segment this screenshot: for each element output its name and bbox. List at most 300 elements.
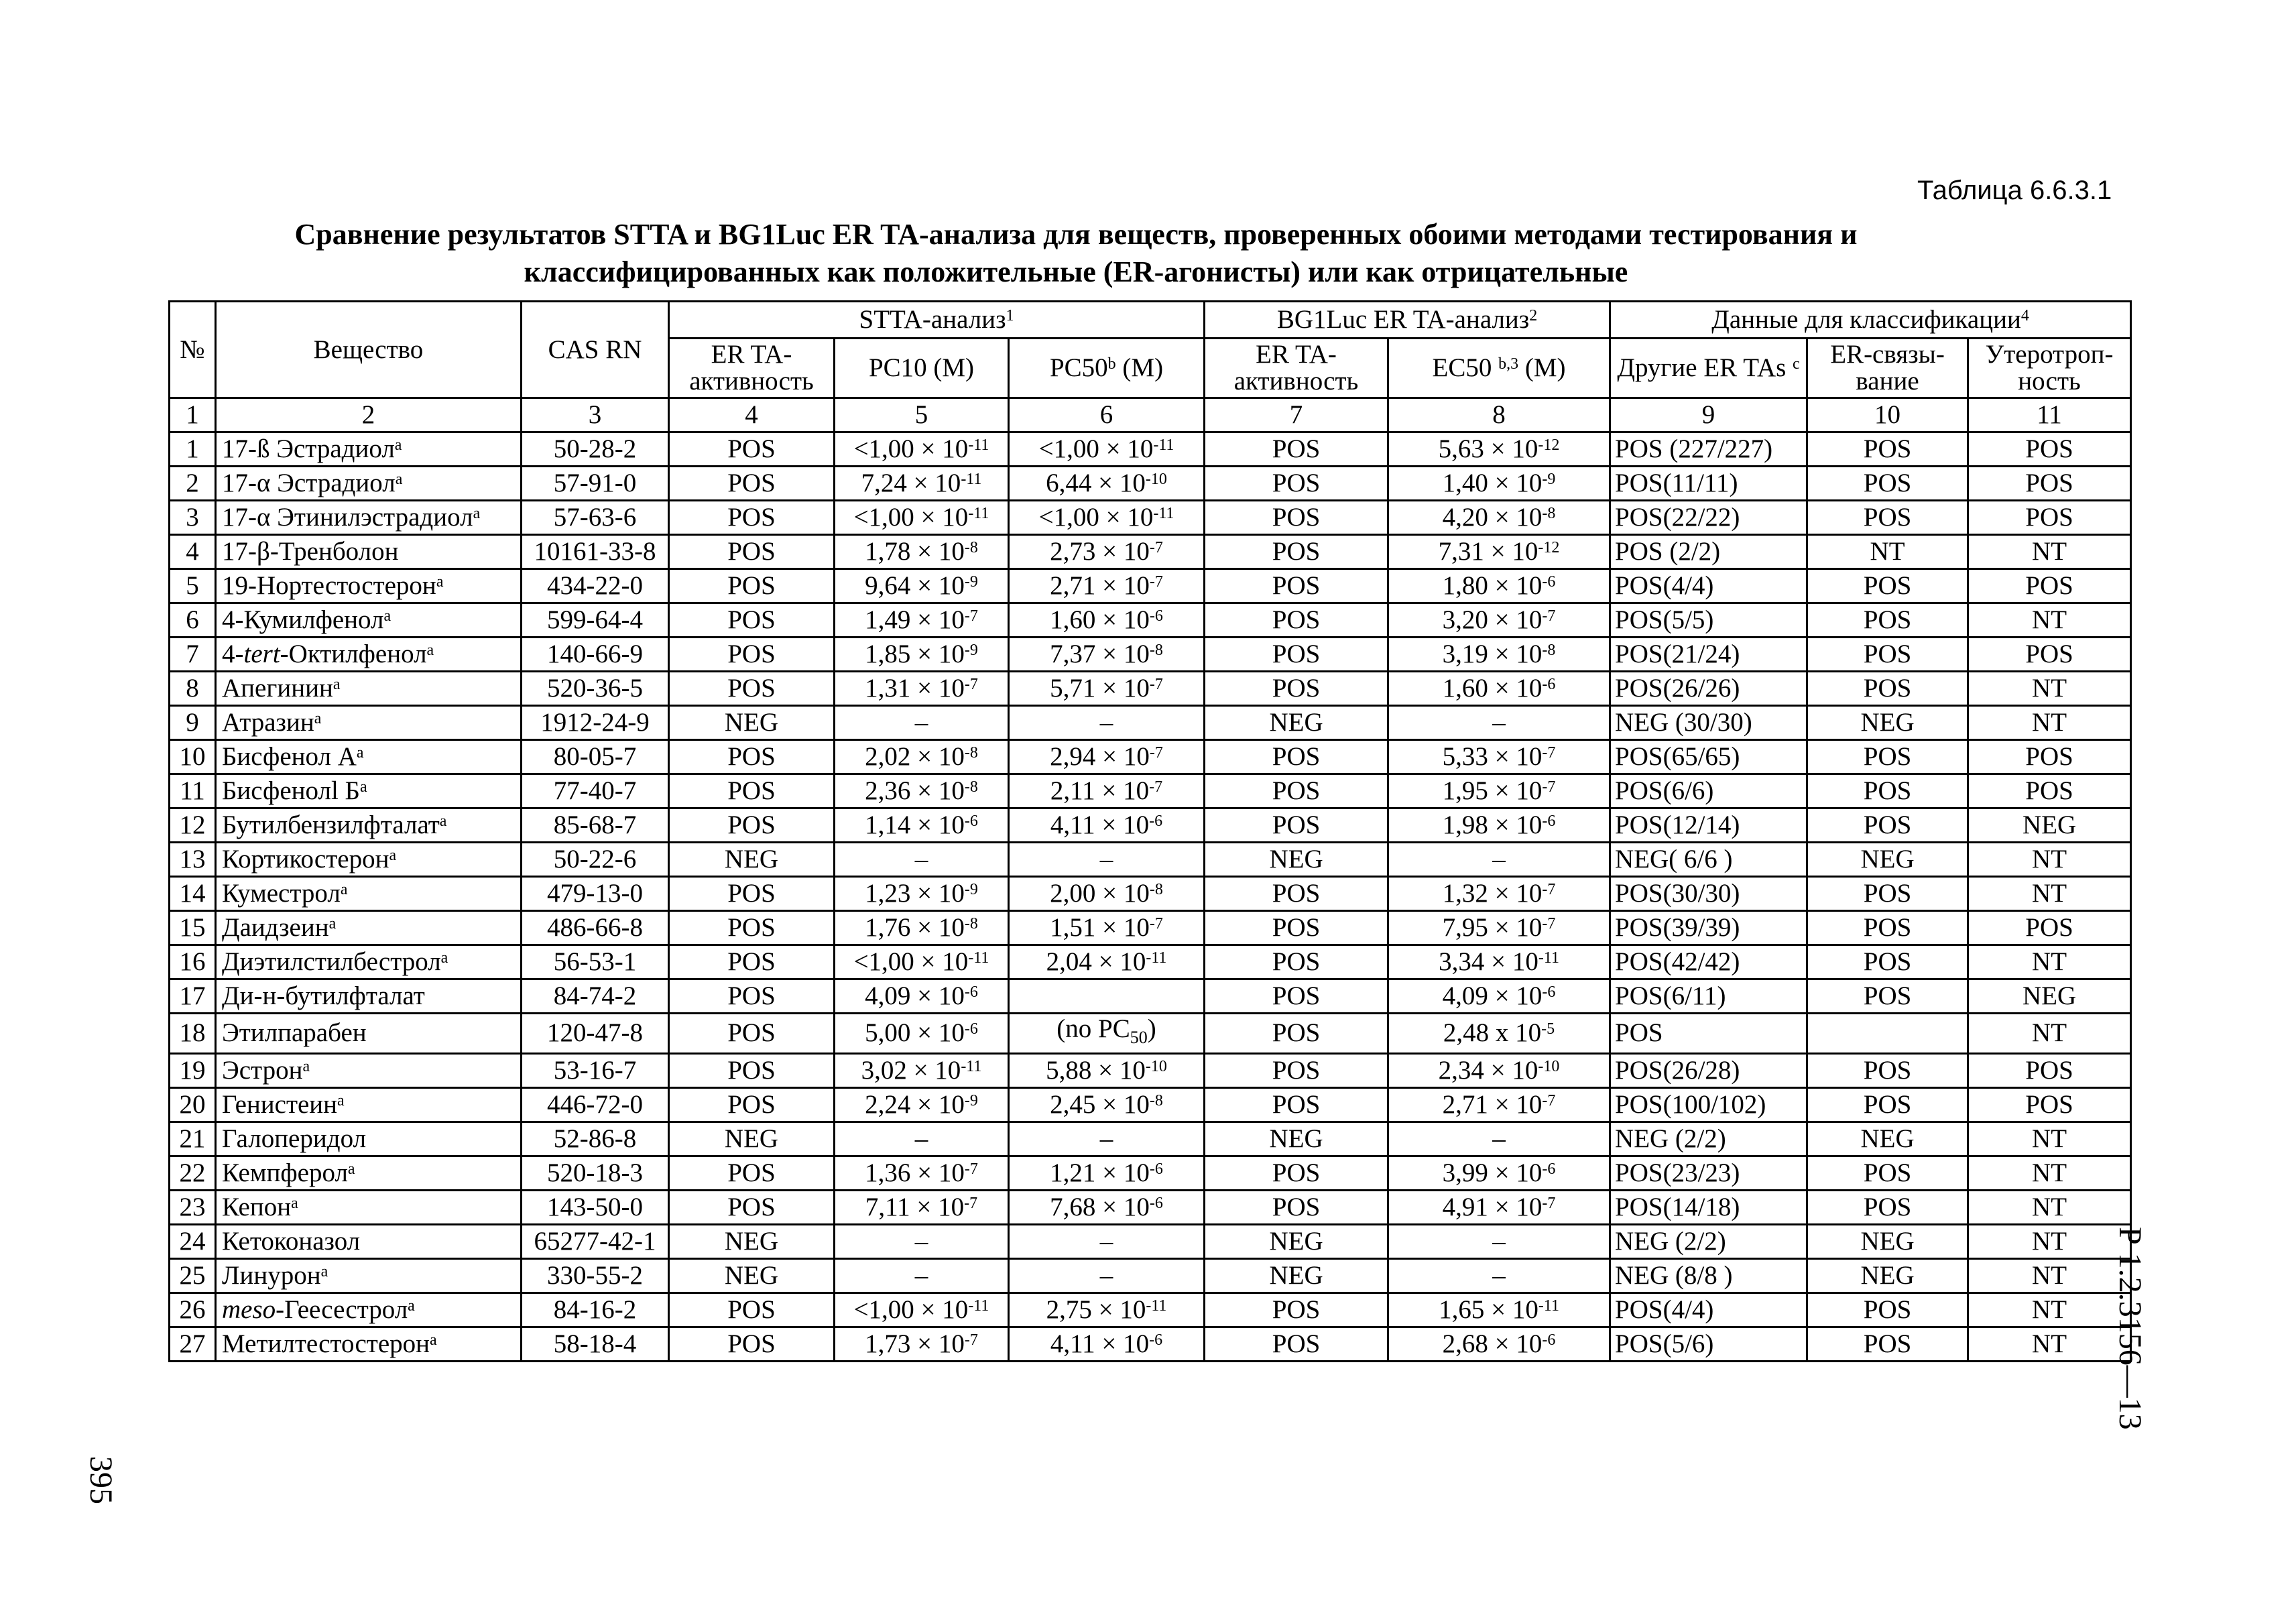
er-binding-result: POS (1807, 569, 1968, 603)
row-number: 18 (170, 1014, 216, 1054)
bg1-activity: POS (1205, 501, 1388, 535)
pc50-value: $6,44 \times 10^{-10}$ (1009, 467, 1205, 501)
table-row (170, 1293, 2131, 1327)
column-number-row (170, 398, 2131, 432)
ec50-value: – (1388, 1258, 1610, 1293)
header-class-group-label: Данные для классификации (1711, 305, 2021, 334)
table-row (170, 1258, 2131, 1293)
bg1-activity: POS (1205, 1327, 1388, 1361)
pc50-value: $2,73 \times 10^{-7}$ (1009, 535, 1205, 569)
pc50-value: $<1,00 \times 10^{-11}$ (1009, 432, 1205, 467)
ec50-value: $5,33 \times 10^{-7}$ (1388, 740, 1610, 774)
pc10-value: $2,02 \times 10^{-8}$ (835, 740, 1009, 774)
stta-activity: POS (669, 911, 835, 945)
substance-name: Апегинин$^a$ (216, 672, 522, 706)
header-er-binding: ER-связы-вание (1807, 339, 1968, 398)
other-er-result: POS(42/42) (1610, 945, 1807, 979)
pc10-value: $2,36 \times 10^{-8}$ (835, 774, 1009, 808)
cas-number: 53-16-7 (522, 1053, 669, 1087)
substance-name: Ди-н-бутилфталат (216, 979, 522, 1014)
row-number: 26 (170, 1293, 216, 1327)
ec50-value: $3,20 \times 10^{-7}$ (1388, 603, 1610, 638)
substance-name: 19-Нортестостерон$^a$ (216, 569, 522, 603)
stta-activity: NEG (669, 843, 835, 877)
uterotrophic-result: NT (1968, 706, 2131, 740)
er-binding-result: POS (1807, 1327, 1968, 1361)
other-er-result: POS(14/18) (1610, 1190, 1807, 1224)
ec50-value: $3,34 \times 10^{-11}$ (1388, 945, 1610, 979)
other-er-result: NEG (8/8 ) (1610, 1258, 1807, 1293)
pc10-value: $1,31 \times 10^{-7}$ (835, 672, 1009, 706)
cas-number: 50-22-6 (522, 843, 669, 877)
other-er-result: POS(22/22) (1610, 501, 1807, 535)
uterotrophic-result: NT (1968, 603, 2131, 638)
stta-activity: POS (669, 1014, 835, 1054)
substance-name: Даидзеин$^a$ (216, 911, 522, 945)
column-number: 11 (1968, 398, 2131, 432)
bg1-activity: NEG (1205, 1224, 1388, 1258)
uterotrophic-result: NT (1968, 945, 2131, 979)
table-row (170, 569, 2131, 603)
ec50-value: $1,98 \times 10^{-6}$ (1388, 808, 1610, 843)
table-row (170, 1087, 2131, 1122)
pc50-value: – (1009, 1224, 1205, 1258)
pc10-value: $<1,00 \times 10^{-11}$ (835, 1293, 1009, 1327)
pc10-value: $1,23 \times 10^{-9}$ (835, 877, 1009, 911)
pc10-value: – (835, 1258, 1009, 1293)
table-row (170, 467, 2131, 501)
pc10-value: $7,11 \times 10^{-7}$ (835, 1190, 1009, 1224)
uterotrophic-result: NT (1968, 843, 2131, 877)
uterotrophic-result: POS (1968, 638, 2131, 672)
ec50-value: – (1388, 1224, 1610, 1258)
er-binding-result: POS (1807, 1156, 1968, 1190)
ec50-value: $7,31 \times 10^{-12}$ (1388, 535, 1610, 569)
er-binding-result: POS (1807, 945, 1968, 979)
substance-name: Галоперидол (216, 1122, 522, 1156)
substance-name: Бисфенолl $Б^a$ (216, 774, 522, 808)
other-er-result: POS(39/39) (1610, 911, 1807, 945)
table-row (170, 774, 2131, 808)
er-binding-result (1807, 1014, 1968, 1054)
header-pc50-label: PC50 (1049, 353, 1108, 382)
substance-name: 4-Кумилфенол$^a$ (216, 603, 522, 638)
table-row (170, 1156, 2131, 1190)
table-row (170, 1190, 2131, 1224)
uterotrophic-result: NT (1968, 1224, 2131, 1258)
table-row (170, 672, 2131, 706)
row-number: 14 (170, 877, 216, 911)
stta-activity: POS (669, 672, 835, 706)
other-er-result: POS(23/23) (1610, 1156, 1807, 1190)
substance-name: Кепон$^a$ (216, 1190, 522, 1224)
other-er-result: POS (1610, 1014, 1807, 1054)
cas-number: 1912-24-9 (522, 706, 669, 740)
stta-activity: NEG (669, 706, 835, 740)
table-row (170, 501, 2131, 535)
cas-number: 52-86-8 (522, 1122, 669, 1156)
bg1-activity: POS (1205, 945, 1388, 979)
pc50-value: – (1009, 706, 1205, 740)
ec50-value: $4,91 \times 10^{-7}$ (1388, 1190, 1610, 1224)
pc50-value: $1,21 \times 10^{-6}$ (1009, 1156, 1205, 1190)
uterotrophic-result: POS (1968, 467, 2131, 501)
header-uterotrophic: Утеротроп-ность (1968, 339, 2131, 398)
pc10-value: $3,02 \times 10^{-11}$ (835, 1053, 1009, 1087)
table-row (170, 911, 2131, 945)
er-binding-result: NEG (1807, 706, 1968, 740)
uterotrophic-result: NEG (1968, 979, 2131, 1014)
row-number: 9 (170, 706, 216, 740)
substance-name: 17-ß Эстрадиол$^a$ (216, 432, 522, 467)
ec50-value: $1,32 \times 10^{-7}$ (1388, 877, 1610, 911)
row-number: 12 (170, 808, 216, 843)
er-binding-result: NEG (1807, 1122, 1968, 1156)
header-stta-group-label: STTA-анализ (859, 305, 1006, 334)
table-row (170, 1327, 2131, 1361)
ec50-value: $5,63 \times 10^{-12}$ (1388, 432, 1610, 467)
substance-name: Кумеcтрол$^a$ (216, 877, 522, 911)
title-line-2: классифицированных как положительные (ER-агонисты) или как отрицательные (524, 255, 1628, 288)
ec50-value: – (1388, 1122, 1610, 1156)
stta-activity: POS (669, 808, 835, 843)
bg1-activity: POS (1205, 432, 1388, 467)
column-number: 3 (522, 398, 669, 432)
column-number: 6 (1009, 398, 1205, 432)
cas-number: 143-50-0 (522, 1190, 669, 1224)
cas-number: 446-72-0 (522, 1087, 669, 1122)
substance-name: Метилтестостерон$^a$ (216, 1327, 522, 1361)
stta-activity: POS (669, 740, 835, 774)
er-binding-result: POS (1807, 501, 1968, 535)
comparison-table (168, 300, 2132, 1362)
uterotrophic-result: NT (1968, 1293, 2131, 1327)
cas-number: 84-74-2 (522, 979, 669, 1014)
ec50-value: $3,99 \times 10^{-6}$ (1388, 1156, 1610, 1190)
pc10-value: $1,73 \times 10^{-7}$ (835, 1327, 1009, 1361)
other-er-result: POS(21/24) (1610, 638, 1807, 672)
column-number: 8 (1388, 398, 1610, 432)
cas-number: 56-53-1 (522, 945, 669, 979)
row-number: 23 (170, 1190, 216, 1224)
stta-activity: POS (669, 945, 835, 979)
row-number: 1 (170, 432, 216, 467)
ec50-value: 2,48 x $10^{-5}$ (1388, 1014, 1610, 1054)
ec50-value: $7,95 \times 10^{-7}$ (1388, 911, 1610, 945)
stta-activity: POS (669, 1293, 835, 1327)
page-number: 395 (83, 1456, 119, 1504)
title-line-1: Сравнение результатов STTA и BG1Luc ER TA-анализа для веществ, проверенных обоими методами тестирования и (294, 218, 1858, 251)
ec50-value: $3,19 \times 10^{-8}$ (1388, 638, 1610, 672)
bg1-activity: POS (1205, 774, 1388, 808)
bg1-activity: NEG (1205, 1122, 1388, 1156)
er-binding-result: POS (1807, 979, 1968, 1014)
ec50-value: $2,71 \times 10^{-7}$ (1388, 1087, 1610, 1122)
substance-name: 17-α Этинилэстрадиол$^a$ (216, 501, 522, 535)
other-er-result: POS (2/2) (1610, 535, 1807, 569)
row-number: 2 (170, 467, 216, 501)
bg1-activity: POS (1205, 979, 1388, 1014)
uterotrophic-result: NT (1968, 1014, 2131, 1054)
bg1-activity: NEG (1205, 706, 1388, 740)
stta-activity: POS (669, 569, 835, 603)
uterotrophic-result: NT (1968, 1156, 2131, 1190)
column-number: 1 (170, 398, 216, 432)
header-bg1-group-label: BG1Luc ER TA-анализ (1276, 305, 1530, 334)
pc10-value: – (835, 706, 1009, 740)
other-er-result: POS(11/11) (1610, 467, 1807, 501)
header-pc50-unit: (M) (1115, 353, 1164, 382)
er-binding-result: POS (1807, 1293, 1968, 1327)
er-binding-result: POS (1807, 603, 1968, 638)
table-body (170, 432, 2131, 1362)
pc10-value: $<1,00 \times 10^{-11}$ (835, 945, 1009, 979)
stta-activity: NEG (669, 1258, 835, 1293)
uterotrophic-result: POS (1968, 432, 2131, 467)
pc50-value: $2,45 \times 10^{-8}$ (1009, 1087, 1205, 1122)
ec50-value: – (1388, 706, 1610, 740)
header-bg1-group-footnote: 2 (1529, 307, 1538, 324)
pc50-value: $2,11 \times 10^{-7}$ (1009, 774, 1205, 808)
table-row (170, 877, 2131, 911)
row-number: 11 (170, 774, 216, 808)
header-bg1-group (1205, 302, 1610, 339)
row-number: 24 (170, 1224, 216, 1258)
cas-number: 120-47-8 (522, 1014, 669, 1054)
other-er-result: POS(26/26) (1610, 672, 1807, 706)
pc50-value: $2,00 \times 10^{-8}$ (1009, 877, 1205, 911)
uterotrophic-result: NT (1968, 1327, 2131, 1361)
pc10-value: $1,49 \times 10^{-7}$ (835, 603, 1009, 638)
header-pc50-footnote: b (1107, 355, 1116, 373)
er-binding-result: POS (1807, 774, 1968, 808)
stta-activity: POS (669, 877, 835, 911)
header-class-group-footnote: 4 (2020, 307, 2029, 324)
pc10-value: $1,78 \times 10^{-8}$ (835, 535, 1009, 569)
row-number: 13 (170, 843, 216, 877)
header-ec50-footnote: b,3 (1498, 355, 1519, 373)
table-row (170, 740, 2131, 774)
uterotrophic-result: NT (1968, 1122, 2131, 1156)
pc50-value: $5,88 \times 10^{-10}$ (1009, 1053, 1205, 1087)
pc50-value: – (1009, 1122, 1205, 1156)
table-row (170, 808, 2131, 843)
cas-number: 10161-33-8 (522, 535, 669, 569)
row-number: 7 (170, 638, 216, 672)
ec50-value: $4,20 \times 10^{-8}$ (1388, 501, 1610, 535)
pc10-value: $1,36 \times 10^{-7}$ (835, 1156, 1009, 1190)
pc50-value: $4,11 \times 10^{-6}$ (1009, 808, 1205, 843)
cas-number: 58-18-4 (522, 1327, 669, 1361)
header-num: № (170, 302, 216, 398)
pc10-value: $7,24 \times 10^{-11}$ (835, 467, 1009, 501)
header-cas: CAS RN (522, 302, 669, 398)
er-binding-result: POS (1807, 1087, 1968, 1122)
stta-activity: POS (669, 1327, 835, 1361)
pc50-value: $2,94 \times 10^{-7}$ (1009, 740, 1205, 774)
bg1-activity: POS (1205, 877, 1388, 911)
header-other-er-label: Другие ER TAs (1617, 353, 1787, 382)
pc50-value: $7,37 \times 10^{-8}$ (1009, 638, 1205, 672)
row-number: 25 (170, 1258, 216, 1293)
stta-activity: POS (669, 1053, 835, 1087)
cas-number: 65277-42-1 (522, 1224, 669, 1258)
pc10-value: $1,76 \times 10^{-8}$ (835, 911, 1009, 945)
pc50-value: $1,51 \times 10^{-7}$ (1009, 911, 1205, 945)
cas-number: 80-05-7 (522, 740, 669, 774)
pc10-value: $<1,00 \times 10^{-11}$ (835, 432, 1009, 467)
header-stta-activity: ER TA-активность (669, 339, 835, 398)
other-er-result: POS(6/6) (1610, 774, 1807, 808)
column-number: 5 (835, 398, 1009, 432)
ec50-value: – (1388, 843, 1610, 877)
header-ec50 (1388, 339, 1610, 398)
stta-activity: NEG (669, 1122, 835, 1156)
er-binding-result: POS (1807, 808, 1968, 843)
substance-name: Диэтилстилбестрол$^a$ (216, 945, 522, 979)
uterotrophic-result: POS (1968, 911, 2131, 945)
other-er-result: POS(30/30) (1610, 877, 1807, 911)
cas-number: 520-18-3 (522, 1156, 669, 1190)
bg1-activity: POS (1205, 1190, 1388, 1224)
header-stta-group-footnote: 1 (1006, 307, 1014, 324)
er-binding-result: POS (1807, 911, 1968, 945)
column-number: 10 (1807, 398, 1968, 432)
header-class-group (1610, 302, 2131, 339)
row-number: 8 (170, 672, 216, 706)
cas-number: 50-28-2 (522, 432, 669, 467)
pc50-value: $<1,00 \times 10^{-11}$ (1009, 501, 1205, 535)
column-number: 7 (1205, 398, 1388, 432)
pc50-value: $4,11 \times 10^{-6}$ (1009, 1327, 1205, 1361)
bg1-activity: POS (1205, 1156, 1388, 1190)
table-row (170, 1224, 2131, 1258)
row-number: 17 (170, 979, 216, 1014)
substance-name: Бисфенол $А^a$ (216, 740, 522, 774)
bg1-activity: POS (1205, 467, 1388, 501)
uterotrophic-result: NT (1968, 877, 2131, 911)
cas-number: 57-91-0 (522, 467, 669, 501)
uterotrophic-result: NT (1968, 1258, 2131, 1293)
cas-number: 520-36-5 (522, 672, 669, 706)
column-number: 4 (669, 398, 835, 432)
other-er-result: POS (227/227) (1610, 432, 1807, 467)
other-er-result: NEG (30/30) (1610, 706, 1807, 740)
bg1-activity: NEG (1205, 843, 1388, 877)
uterotrophic-result: NT (1968, 1190, 2131, 1224)
row-number: 19 (170, 1053, 216, 1087)
table-row (170, 1014, 2131, 1054)
ec50-value: $1,95 \times 10^{-7}$ (1388, 774, 1610, 808)
bg1-activity: POS (1205, 911, 1388, 945)
row-number: 4 (170, 535, 216, 569)
table-row (170, 432, 2131, 467)
other-er-result: POS(12/14) (1610, 808, 1807, 843)
bg1-activity: NEG (1205, 1258, 1388, 1293)
pc10-value: $4,09 \times 10^{-6}$ (835, 979, 1009, 1014)
uterotrophic-result: POS (1968, 501, 2131, 535)
table-row (170, 979, 2131, 1014)
other-er-result: NEG (2/2) (1610, 1224, 1807, 1258)
pc50-value: $7,68 \times 10^{-6}$ (1009, 1190, 1205, 1224)
er-binding-result: NEG (1807, 1224, 1968, 1258)
stta-activity: POS (669, 1190, 835, 1224)
table-row (170, 638, 2131, 672)
cas-number: 84-16-2 (522, 1293, 669, 1327)
row-number: 5 (170, 569, 216, 603)
substance-name: 17-α Эстрадиол$^a$ (216, 467, 522, 501)
substance-name: Линурон$^a$ (216, 1258, 522, 1293)
stta-activity: POS (669, 1087, 835, 1122)
stta-activity: POS (669, 603, 835, 638)
substance-name: Кортикостерон$^a$ (216, 843, 522, 877)
uterotrophic-result: POS (1968, 1087, 2131, 1122)
er-binding-result: POS (1807, 672, 1968, 706)
cas-number: 140-66-9 (522, 638, 669, 672)
substance-name: 17-β-Тренболон (216, 535, 522, 569)
pc50-value: $1,60 \times 10^{-6}$ (1009, 603, 1205, 638)
table-title (168, 216, 1984, 291)
header-ec50-unit: (M) (1518, 353, 1566, 382)
bg1-activity: POS (1205, 603, 1388, 638)
column-number: 2 (216, 398, 522, 432)
ec50-value: $2,34 \times 10^{-10}$ (1388, 1053, 1610, 1087)
stta-activity: POS (669, 1156, 835, 1190)
bg1-activity: POS (1205, 638, 1388, 672)
ec50-value: $1,80 \times 10^{-6}$ (1388, 569, 1610, 603)
ec50-value: $1,65 \times 10^{-11}$ (1388, 1293, 1610, 1327)
other-er-result: POS(65/65) (1610, 740, 1807, 774)
uterotrophic-result: POS (1968, 569, 2131, 603)
pc10-value: – (835, 843, 1009, 877)
table-row (170, 843, 2131, 877)
uterotrophic-result: POS (1968, 774, 2131, 808)
document-code: Р 1.2.3156—13 (2112, 1227, 2148, 1430)
pc10-value: $1,85 \times 10^{-9}$ (835, 638, 1009, 672)
er-binding-result: POS (1807, 1190, 1968, 1224)
cas-number: 85-68-7 (522, 808, 669, 843)
er-binding-result: NEG (1807, 1258, 1968, 1293)
pc10-value: $<1,00 \times 10^{-11}$ (835, 501, 1009, 535)
bg1-activity: POS (1205, 808, 1388, 843)
cas-number: 57-63-6 (522, 501, 669, 535)
row-number: 22 (170, 1156, 216, 1190)
other-er-result: POS(100/102) (1610, 1087, 1807, 1122)
substance-name: Бутилбензилфталат$^a$ (216, 808, 522, 843)
stta-activity: POS (669, 979, 835, 1014)
pc50-value: $5,71 \times 10^{-7}$ (1009, 672, 1205, 706)
pc10-value: – (835, 1122, 1009, 1156)
stta-activity: POS (669, 501, 835, 535)
er-binding-result: POS (1807, 1053, 1968, 1087)
uterotrophic-result: NT (1968, 672, 2131, 706)
ec50-value: $1,40 \times 10^{-9}$ (1388, 467, 1610, 501)
table-label: Таблица 6.6.3.1 (1917, 176, 2112, 205)
bg1-activity: POS (1205, 1053, 1388, 1087)
row-number: 6 (170, 603, 216, 638)
other-er-result: POS(5/6) (1610, 1327, 1807, 1361)
ec50-value: $2,68 \times 10^{-6}$ (1388, 1327, 1610, 1361)
er-binding-result: NEG (1807, 843, 1968, 877)
er-binding-result: NT (1807, 535, 1968, 569)
cas-number: 434-22-0 (522, 569, 669, 603)
header-stta-group (669, 302, 1205, 339)
row-number: 15 (170, 911, 216, 945)
pc10-value: $9,64 \times 10^{-9}$ (835, 569, 1009, 603)
header-pc50 (1009, 339, 1205, 398)
bg1-activity: POS (1205, 1014, 1388, 1054)
row-number: 20 (170, 1087, 216, 1122)
